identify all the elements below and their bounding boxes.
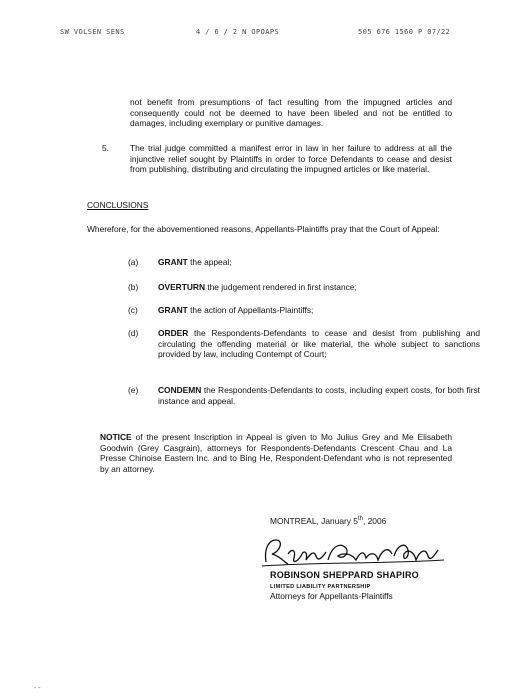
relief-verb: OVERTURN	[158, 282, 205, 292]
relief-body: the judgement rendered in first instance;	[205, 282, 357, 292]
relief-text	[158, 257, 480, 268]
item-5-paragraph: The trial judge committed a manifest error in law in her failure to address at all the injunctive relief sought by Plaintiffs in order to force Defendants to cease and desist from publishing, distributing and circulating the impugned articles or like material.	[130, 143, 452, 175]
firm-name: ROBINSON SHEPPARD SHAPIRO	[270, 570, 419, 580]
relief-text	[158, 385, 480, 406]
fax-header	[60, 27, 490, 39]
relief-label: (b)	[128, 282, 139, 292]
handwritten-signature	[258, 532, 448, 572]
relief-text	[158, 328, 480, 360]
fax-pages: 4 / 6 / 2 N OPOAPS	[196, 28, 280, 36]
fax-number: 505 676 1560 P 07/22	[358, 28, 451, 36]
relief-body: the appeal;	[187, 257, 232, 267]
relief-label: (c)	[128, 305, 138, 315]
relief-verb: GRANT	[158, 305, 188, 315]
dateline-prefix: MONTREAL, January 5	[270, 515, 358, 526]
footer-mark: - -	[34, 685, 41, 692]
firm-subtitle: LIMITED LIABILITY PARTNERSHIP	[270, 584, 371, 590]
dateline	[270, 514, 386, 526]
relief-body: the Respondents-Defendants to costs, including expert costs, for both first instance and appeal.	[158, 385, 480, 406]
relief-label: (d)	[128, 328, 139, 338]
fax-sender: SW VOLSEN SENS	[60, 28, 125, 36]
continuation-paragraph: not benefit from presumptions of fact resulting from the impugned articles and consequently could not be deemed to have been libeled and not be entitled to damages, including exemplary or punitive damages.	[130, 97, 452, 129]
notice-verb: NOTICE	[100, 432, 132, 442]
relief-body: the Respondents-Defendants to cease and desist from publishing and circulating the offending material or like material, the whole subject to sanctions provided by law, including Contempt of Court;	[158, 328, 480, 360]
notice-body: of the present Inscription in Appeal is given to Mo Julius Grey and Me Elisabeth Goodwin (Grey Casgrain), attorneys for Respondents-Defendants Crescent Chau and La Presse Chinoise Eastern Inc. and to Bing He, Respondent-Defendant who is not represented by an attorney.	[100, 432, 452, 474]
relief-label: (a)	[128, 257, 139, 267]
relief-label: (e)	[128, 385, 139, 395]
attorneys-line: Attorneys for Appellants-Plaintiffs	[270, 591, 393, 601]
notice-paragraph	[100, 432, 452, 474]
conclusions-heading: CONCLUSIONS	[87, 200, 149, 210]
dateline-sup: th	[357, 516, 363, 522]
relief-verb: ORDER	[158, 328, 189, 338]
relief-text	[158, 305, 480, 316]
relief-text	[158, 282, 480, 293]
relief-verb: CONDEMN	[158, 385, 202, 395]
intro-paragraph: Wherefore, for the abovementioned reasons, Appellants-Plaintiffs pray that the Court of Appeal:	[87, 224, 440, 234]
item-5-number: 5.	[102, 143, 109, 153]
relief-verb: GRANT	[158, 257, 188, 267]
dateline-suffix: , 2006	[362, 515, 387, 526]
relief-body: the action of Appellants-Plaintiffs;	[187, 305, 314, 315]
